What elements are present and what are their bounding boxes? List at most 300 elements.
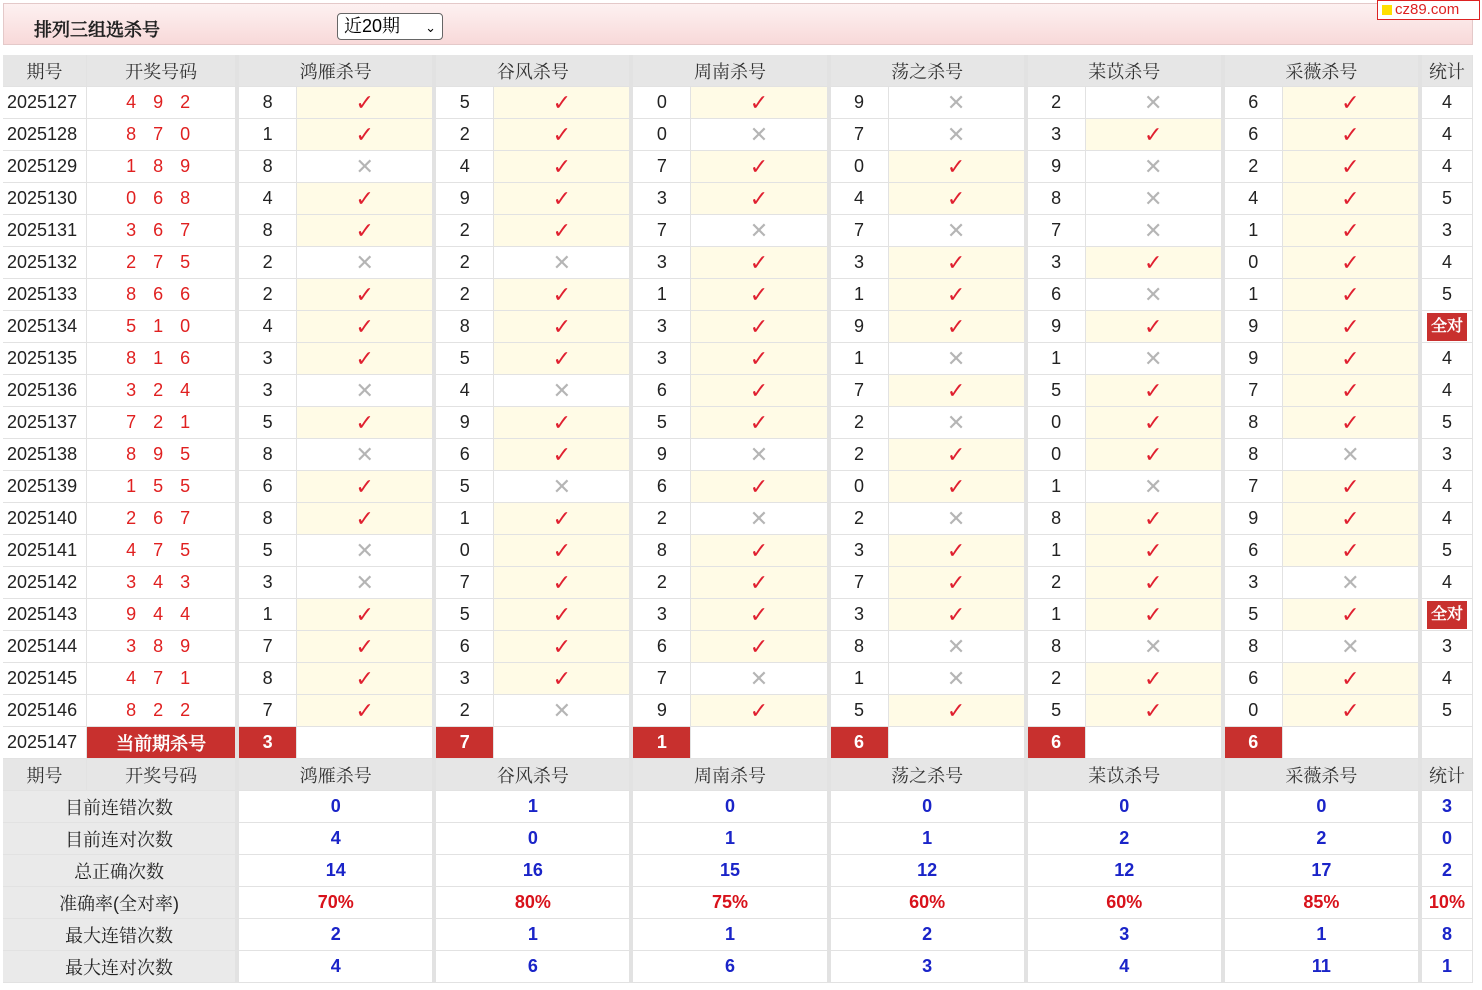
kill-number: 9 xyxy=(831,311,889,343)
kill-number: 2 xyxy=(436,215,494,247)
checkmark-icon: ✓ xyxy=(1341,313,1360,339)
checkmark-icon: ✓ xyxy=(355,633,374,659)
checkmark-icon: ✓ xyxy=(355,217,374,243)
issue-number: 2025132 xyxy=(3,247,87,279)
stat-value: 2 xyxy=(239,919,436,951)
cross-icon: ✕ xyxy=(1144,633,1163,659)
kill-number: 2 xyxy=(1028,567,1086,599)
kill-number: 6 xyxy=(1225,119,1283,151)
kill-number: 9 xyxy=(1028,311,1086,343)
kill-number: 3 xyxy=(831,599,889,631)
kill-number: 4 xyxy=(436,151,494,183)
cross-icon: ✕ xyxy=(946,89,966,115)
header-issue: 期号 xyxy=(3,55,87,87)
kill-result-correct xyxy=(297,343,436,375)
row-stat: 3 xyxy=(1422,215,1473,247)
kill-number: 3 xyxy=(633,183,691,215)
stat-value: 17 xyxy=(1225,855,1422,887)
header-expert: 谷风杀号 xyxy=(436,759,633,791)
stat-value: 60% xyxy=(1028,887,1225,919)
draw-number: 8 6 6 xyxy=(87,279,239,311)
kill-number: 2 xyxy=(239,279,297,311)
checkmark-icon: ✓ xyxy=(552,313,572,339)
checkmark-icon: ✓ xyxy=(749,345,769,371)
row-stat: 4 xyxy=(1422,87,1473,119)
stat-value: 1 xyxy=(633,823,830,855)
draw-number: 1 5 5 xyxy=(87,471,239,503)
kill-result-wrong xyxy=(1283,567,1422,599)
kill-number: 5 xyxy=(436,599,494,631)
kill-number: 8 xyxy=(239,503,297,535)
kill-number: 8 xyxy=(831,631,889,663)
kill-result-correct xyxy=(494,439,633,471)
table-row xyxy=(3,599,1473,631)
kill-result-correct xyxy=(297,311,436,343)
kill-result-correct xyxy=(691,407,830,439)
kill-result-correct xyxy=(1086,663,1225,695)
kill-result-correct xyxy=(691,375,830,407)
kill-result-wrong xyxy=(889,343,1028,375)
stat-value: 0 xyxy=(436,823,633,855)
kill-result-wrong xyxy=(1283,631,1422,663)
checkmark-icon: ✓ xyxy=(355,313,374,339)
stat-value: 15 xyxy=(633,855,830,887)
stat-row xyxy=(3,887,1473,919)
stat-value: 1 xyxy=(831,823,1028,855)
kill-result-correct xyxy=(494,151,633,183)
kill-number: 0 xyxy=(1028,439,1086,471)
kill-result-correct xyxy=(889,183,1028,215)
checkmark-icon: ✓ xyxy=(749,633,769,659)
current-kill-blank xyxy=(1086,727,1225,759)
stat-value: 4 xyxy=(239,951,436,983)
stat-value: 14 xyxy=(239,855,436,887)
stat-total: 10% xyxy=(1422,887,1473,919)
row-stat: 3 xyxy=(1422,631,1473,663)
checkmark-icon: ✓ xyxy=(1341,473,1360,499)
checkmark-icon: ✓ xyxy=(552,569,572,595)
checkmark-icon: ✓ xyxy=(552,121,572,147)
checkmark-icon: ✓ xyxy=(749,281,769,307)
issue-number: 2025138 xyxy=(3,439,87,471)
checkmark-icon: ✓ xyxy=(749,185,769,211)
stat-value: 0 xyxy=(633,791,830,823)
stat-total: 8 xyxy=(1422,919,1473,951)
kill-result-correct xyxy=(889,311,1028,343)
row-stat: 5 xyxy=(1422,407,1473,439)
issue-number: 2025130 xyxy=(3,183,87,215)
checkmark-icon: ✓ xyxy=(749,537,769,563)
kill-result-correct xyxy=(691,535,830,567)
kill-number: 5 xyxy=(239,407,297,439)
kill-result-correct xyxy=(889,599,1028,631)
header-draw: 开奖号码 xyxy=(87,55,239,87)
stat-total: 2 xyxy=(1422,855,1473,887)
checkmark-icon: ✓ xyxy=(1341,697,1360,723)
kill-result-correct xyxy=(494,311,633,343)
kill-number: 9 xyxy=(831,87,889,119)
cross-icon: ✕ xyxy=(355,249,374,275)
site-logo-text: cz89.com xyxy=(1395,1,1460,18)
stat-value: 2 xyxy=(1028,823,1225,855)
row-stat: 4 xyxy=(1422,567,1473,599)
row-stat: 3 xyxy=(1422,439,1473,471)
stat-row xyxy=(3,855,1473,887)
issue-number: 2025131 xyxy=(3,215,87,247)
kill-result-correct xyxy=(1086,439,1225,471)
header-expert: 荡之杀号 xyxy=(831,759,1028,791)
kill-number: 3 xyxy=(239,343,297,375)
kill-number: 1 xyxy=(239,599,297,631)
checkmark-icon: ✓ xyxy=(355,121,374,147)
kill-result-correct xyxy=(889,535,1028,567)
current-kill-number: 6 xyxy=(1028,727,1086,759)
kill-result-correct xyxy=(691,183,830,215)
kill-number: 2 xyxy=(1028,87,1086,119)
kill-number: 0 xyxy=(831,151,889,183)
issue-number: 2025141 xyxy=(3,535,87,567)
stat-label: 总正确次数 xyxy=(3,855,239,887)
stat-value: 3 xyxy=(831,951,1028,983)
stat-label: 目前连错次数 xyxy=(3,791,239,823)
stat-value: 16 xyxy=(436,855,633,887)
kill-number: 8 xyxy=(239,151,297,183)
cross-icon: ✕ xyxy=(946,345,966,371)
kill-result-correct xyxy=(889,567,1028,599)
kill-result-wrong xyxy=(297,535,436,567)
kill-result-wrong xyxy=(889,663,1028,695)
kill-number: 5 xyxy=(831,695,889,727)
stat-label: 准确率(全对率) xyxy=(3,887,239,919)
kill-number: 3 xyxy=(436,663,494,695)
kill-result-correct xyxy=(1086,567,1225,599)
kill-result-correct xyxy=(297,279,436,311)
kill-number: 1 xyxy=(1028,535,1086,567)
kill-result-correct xyxy=(494,87,633,119)
header-expert: 鸿雁杀号 xyxy=(239,55,436,87)
header-expert: 荡之杀号 xyxy=(831,55,1028,87)
checkmark-icon: ✓ xyxy=(749,377,769,403)
checkmark-icon: ✓ xyxy=(552,185,572,211)
issue-number: 2025140 xyxy=(3,503,87,535)
chevron-down-icon: ⌄ xyxy=(425,20,436,35)
kill-number: 6 xyxy=(633,471,691,503)
kill-number: 3 xyxy=(1028,119,1086,151)
kill-result-correct xyxy=(691,631,830,663)
header-row xyxy=(3,55,1473,87)
kill-result-wrong xyxy=(494,247,633,279)
cross-icon: ✕ xyxy=(946,665,966,691)
kill-result-wrong xyxy=(889,87,1028,119)
kill-number: 0 xyxy=(633,119,691,151)
header-expert: 周南杀号 xyxy=(633,759,830,791)
checkmark-icon: ✓ xyxy=(749,89,769,115)
kill-number: 7 xyxy=(831,119,889,151)
kill-number: 7 xyxy=(1225,375,1283,407)
issue-number: 2025143 xyxy=(3,599,87,631)
kill-result-correct xyxy=(1283,503,1422,535)
checkmark-icon: ✓ xyxy=(1144,569,1163,595)
kill-result-correct xyxy=(1283,599,1422,631)
issue-number: 2025127 xyxy=(3,87,87,119)
kill-result-correct xyxy=(297,87,436,119)
current-issue: 2025147 xyxy=(3,727,87,759)
table-row xyxy=(3,535,1473,567)
row-stat: 4 xyxy=(1422,663,1473,695)
checkmark-icon: ✓ xyxy=(1341,89,1360,115)
header-expert: 苿苡杀号 xyxy=(1028,55,1225,87)
table-row xyxy=(3,695,1473,727)
kill-number: 5 xyxy=(436,471,494,503)
kill-number: 7 xyxy=(831,375,889,407)
kill-number: 8 xyxy=(239,663,297,695)
kill-result-correct xyxy=(889,375,1028,407)
checkmark-icon: ✓ xyxy=(1341,601,1360,627)
checkmark-icon: ✓ xyxy=(1144,505,1163,531)
kill-result-correct xyxy=(297,631,436,663)
kill-number: 4 xyxy=(1225,183,1283,215)
header-expert: 周南杀号 xyxy=(633,55,830,87)
checkmark-icon: ✓ xyxy=(749,409,769,435)
checkmark-icon: ✓ xyxy=(1144,409,1163,435)
kill-number: 3 xyxy=(831,247,889,279)
kill-number: 9 xyxy=(1225,311,1283,343)
row-stat: 4 xyxy=(1422,471,1473,503)
kill-result-correct xyxy=(691,471,830,503)
table-row xyxy=(3,471,1473,503)
kill-number: 3 xyxy=(633,599,691,631)
cross-icon: ✕ xyxy=(1341,441,1360,467)
stat-value: 4 xyxy=(239,823,436,855)
kill-number: 8 xyxy=(1028,631,1086,663)
kill-number: 6 xyxy=(633,375,691,407)
row-stat: 4 xyxy=(1422,343,1473,375)
checkmark-icon: ✓ xyxy=(749,249,769,275)
header-expert: 谷风杀号 xyxy=(436,55,633,87)
cross-icon: ✕ xyxy=(1144,345,1163,371)
checkmark-icon: ✓ xyxy=(1144,377,1163,403)
stat-value: 3 xyxy=(1028,919,1225,951)
kill-result-wrong xyxy=(691,215,830,247)
stat-value: 2 xyxy=(1225,823,1422,855)
kill-result-correct xyxy=(494,663,633,695)
draw-number: 4 7 5 xyxy=(87,535,239,567)
kill-result-wrong xyxy=(889,631,1028,663)
current-kill-number: 7 xyxy=(436,727,494,759)
current-row xyxy=(3,727,1473,759)
kill-result-correct xyxy=(1283,119,1422,151)
cross-icon: ✕ xyxy=(552,697,572,723)
draw-number: 8 9 5 xyxy=(87,439,239,471)
kill-number: 2 xyxy=(436,247,494,279)
kill-result-correct xyxy=(691,599,830,631)
issue-number: 2025129 xyxy=(3,151,87,183)
kill-number: 3 xyxy=(831,535,889,567)
cross-icon: ✕ xyxy=(355,537,374,563)
kill-result-correct xyxy=(297,407,436,439)
checkmark-icon: ✓ xyxy=(946,569,966,595)
row-stat: 5 xyxy=(1422,279,1473,311)
kill-number: 8 xyxy=(436,311,494,343)
row-stat: 4 xyxy=(1422,247,1473,279)
row-stat: 4 xyxy=(1422,503,1473,535)
kill-number: 2 xyxy=(1225,151,1283,183)
table-row xyxy=(3,439,1473,471)
all-correct-badge: 全对 xyxy=(1427,313,1467,341)
checkmark-icon: ✓ xyxy=(1341,377,1360,403)
issue-number: 2025145 xyxy=(3,663,87,695)
kill-number: 6 xyxy=(1225,87,1283,119)
checkmark-icon: ✓ xyxy=(355,345,374,371)
kill-number: 2 xyxy=(633,567,691,599)
kill-result-wrong xyxy=(494,471,633,503)
kill-result-wrong xyxy=(1086,151,1225,183)
checkmark-icon: ✓ xyxy=(946,441,966,467)
kill-result-correct xyxy=(494,567,633,599)
stat-value: 4 xyxy=(1028,951,1225,983)
issue-number: 2025136 xyxy=(3,375,87,407)
cross-icon: ✕ xyxy=(1341,633,1360,659)
kill-number: 4 xyxy=(831,183,889,215)
site-logo[interactable] xyxy=(1377,0,1480,20)
issue-number: 2025139 xyxy=(3,471,87,503)
checkmark-icon: ✓ xyxy=(749,153,769,179)
table-row xyxy=(3,215,1473,247)
top-bar xyxy=(3,3,1473,45)
checkmark-icon: ✓ xyxy=(355,601,374,627)
kill-result-wrong xyxy=(1086,631,1225,663)
kill-result-correct xyxy=(494,407,633,439)
kill-number: 1 xyxy=(1028,599,1086,631)
checkmark-icon: ✓ xyxy=(1341,409,1360,435)
checkmark-icon: ✓ xyxy=(1144,665,1163,691)
checkmark-icon: ✓ xyxy=(355,281,374,307)
kill-number: 8 xyxy=(239,87,297,119)
kill-result-correct xyxy=(1283,215,1422,247)
checkmark-icon: ✓ xyxy=(552,665,572,691)
kill-number: 2 xyxy=(831,407,889,439)
kill-number: 9 xyxy=(633,439,691,471)
kill-result-correct xyxy=(1283,247,1422,279)
kill-result-correct xyxy=(889,247,1028,279)
kill-number: 7 xyxy=(1028,215,1086,247)
kill-number: 5 xyxy=(239,535,297,567)
kill-result-correct xyxy=(1283,183,1422,215)
kill-number: 3 xyxy=(1028,247,1086,279)
kill-result-correct xyxy=(494,215,633,247)
checkmark-icon: ✓ xyxy=(1144,121,1163,147)
kill-number: 4 xyxy=(436,375,494,407)
kill-result-correct xyxy=(494,503,633,535)
kill-result-correct xyxy=(691,151,830,183)
issue-number: 2025142 xyxy=(3,567,87,599)
checkmark-icon: ✓ xyxy=(946,601,966,627)
stat-value: 1 xyxy=(436,791,633,823)
kill-result-wrong xyxy=(297,439,436,471)
kill-result-wrong xyxy=(1086,471,1225,503)
issue-number: 2025144 xyxy=(3,631,87,663)
kill-number: 3 xyxy=(239,567,297,599)
checkmark-icon: ✓ xyxy=(355,505,374,531)
stat-label: 最大连错次数 xyxy=(3,919,239,951)
kill-result-correct xyxy=(494,535,633,567)
kill-number: 6 xyxy=(239,471,297,503)
kill-result-correct xyxy=(494,119,633,151)
stat-total: 3 xyxy=(1422,791,1473,823)
kill-result-wrong xyxy=(889,407,1028,439)
stat-value: 0 xyxy=(1225,791,1422,823)
kill-result-correct xyxy=(1086,599,1225,631)
kill-result-wrong xyxy=(691,503,830,535)
stat-row xyxy=(3,791,1473,823)
kill-result-wrong xyxy=(1283,439,1422,471)
kill-number: 4 xyxy=(239,311,297,343)
checkmark-icon: ✓ xyxy=(355,473,374,499)
draw-number: 8 2 2 xyxy=(87,695,239,727)
cross-icon: ✕ xyxy=(946,217,966,243)
kill-result-correct xyxy=(889,279,1028,311)
cross-icon: ✕ xyxy=(946,633,966,659)
checkmark-icon: ✓ xyxy=(946,153,966,179)
kill-result-correct xyxy=(297,695,436,727)
stat-row xyxy=(3,919,1473,951)
cross-icon: ✕ xyxy=(749,121,769,147)
checkmark-icon: ✓ xyxy=(749,697,769,723)
cross-icon: ✕ xyxy=(749,441,769,467)
cross-icon: ✕ xyxy=(355,441,374,467)
checkmark-icon: ✓ xyxy=(1144,441,1163,467)
checkmark-icon: ✓ xyxy=(552,153,572,179)
stat-value: 70% xyxy=(239,887,436,919)
stat-value: 12 xyxy=(1028,855,1225,887)
checkmark-icon: ✓ xyxy=(552,633,572,659)
cross-icon: ✕ xyxy=(946,505,966,531)
checkmark-icon: ✓ xyxy=(552,601,572,627)
checkmark-icon: ✓ xyxy=(946,377,966,403)
kill-number: 5 xyxy=(633,407,691,439)
kill-number: 5 xyxy=(1028,695,1086,727)
table-row xyxy=(3,87,1473,119)
kill-result-correct xyxy=(1283,535,1422,567)
checkmark-icon: ✓ xyxy=(1341,345,1360,371)
draw-number: 3 6 7 xyxy=(87,215,239,247)
kill-result-correct xyxy=(297,599,436,631)
kill-result-correct xyxy=(889,439,1028,471)
draw-number: 3 2 4 xyxy=(87,375,239,407)
kill-number: 1 xyxy=(1225,279,1283,311)
row-stat: 5 xyxy=(1422,535,1473,567)
kill-number: 0 xyxy=(1028,407,1086,439)
kill-number: 2 xyxy=(831,503,889,535)
table-row xyxy=(3,503,1473,535)
kill-result-correct xyxy=(1086,311,1225,343)
kill-number: 1 xyxy=(831,279,889,311)
kill-result-wrong xyxy=(691,439,830,471)
cross-icon: ✕ xyxy=(1341,569,1360,595)
kill-result-correct xyxy=(1283,151,1422,183)
kill-result-correct xyxy=(494,631,633,663)
period-select[interactable] xyxy=(337,13,443,40)
kill-number: 9 xyxy=(1225,503,1283,535)
checkmark-icon: ✓ xyxy=(552,345,572,371)
checkmark-icon: ✓ xyxy=(1341,665,1360,691)
kill-number: 8 xyxy=(1028,503,1086,535)
kill-result-correct xyxy=(691,567,830,599)
kill-number: 6 xyxy=(436,439,494,471)
kill-number-table xyxy=(3,55,1473,983)
draw-number: 3 4 3 xyxy=(87,567,239,599)
kill-result-correct xyxy=(889,151,1028,183)
